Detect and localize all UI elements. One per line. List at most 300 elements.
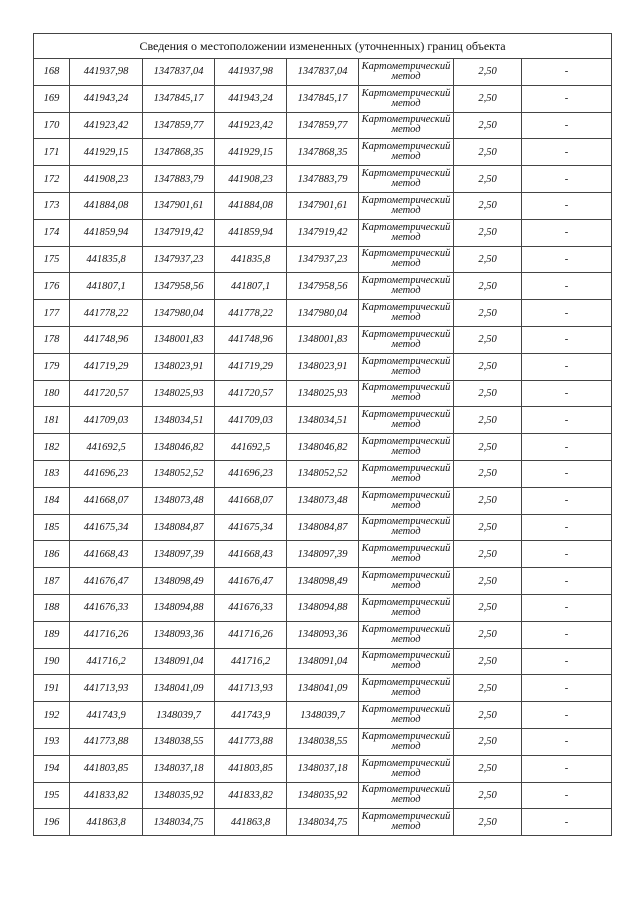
point-number-cell: 177 [34,300,70,327]
y-old-cell: 1347883,79 [143,166,215,193]
method-cell [359,407,454,434]
table-row [34,782,612,809]
table-row [34,326,612,353]
method-line-2: метод [391,338,421,350]
x-new-cell: 441937,98 [215,59,287,86]
note-cell: - [522,246,612,273]
precision-cell: 2,50 [454,219,522,246]
precision-cell: 2,50 [454,139,522,166]
point-number-cell: 190 [34,648,70,675]
table-title-row [34,34,612,59]
method-cell [359,326,454,353]
x-old-cell: 441929,15 [70,139,143,166]
method-cell [359,702,454,729]
x-old-cell: 441716,26 [70,621,143,648]
method-cell [359,166,454,193]
y-new-cell: 1347845,17 [287,85,359,112]
note-cell: - [522,594,612,621]
y-new-cell: 1347883,79 [287,166,359,193]
note-cell: - [522,675,612,702]
x-old-cell: 441696,23 [70,460,143,487]
method-line-2: метод [391,633,421,645]
x-new-cell: 441676,47 [215,568,287,595]
point-number-cell: 170 [34,112,70,139]
method-cell [359,782,454,809]
table-row [34,755,612,782]
y-new-cell: 1348038,55 [287,728,359,755]
table-row [34,487,612,514]
method-cell [359,487,454,514]
y-new-cell: 1347958,56 [287,273,359,300]
precision-cell: 2,50 [454,594,522,621]
note-cell: - [522,353,612,380]
point-number-cell: 180 [34,380,70,407]
x-old-cell: 441743,9 [70,702,143,729]
point-number-cell: 191 [34,675,70,702]
table-title: Сведения о местоположении измененных (уточненных) границ объекта [34,34,612,59]
x-old-cell: 441720,57 [70,380,143,407]
point-number-cell: 187 [34,568,70,595]
table-row [34,541,612,568]
method-line-2: метод [391,151,421,163]
method-line-2: метод [391,124,421,136]
method-cell [359,380,454,407]
table-row [34,166,612,193]
method-line-1: Картометрический [361,516,451,528]
y-old-cell: 1347868,35 [143,139,215,166]
x-old-cell: 441709,03 [70,407,143,434]
method-line-2: метод [391,472,421,484]
method-line-1: Картометрический [361,704,451,716]
precision-cell: 2,50 [454,59,522,86]
y-old-cell: 1348039,7 [143,702,215,729]
y-new-cell: 1348034,51 [287,407,359,434]
x-old-cell: 441675,34 [70,514,143,541]
x-old-cell: 441676,33 [70,594,143,621]
y-new-cell: 1348025,93 [287,380,359,407]
point-number-cell: 194 [34,755,70,782]
y-new-cell: 1348073,48 [287,487,359,514]
x-old-cell: 441908,23 [70,166,143,193]
note-cell: - [522,407,612,434]
y-old-cell: 1348035,92 [143,782,215,809]
x-old-cell: 441863,8 [70,809,143,836]
x-old-cell: 441748,96 [70,326,143,353]
point-number-cell: 176 [34,273,70,300]
y-old-cell: 1347937,23 [143,246,215,273]
x-new-cell: 441676,33 [215,594,287,621]
precision-cell: 2,50 [454,675,522,702]
point-number-cell: 172 [34,166,70,193]
point-number-cell: 196 [34,809,70,836]
method-line-2: метод [391,204,421,216]
point-number-cell: 195 [34,782,70,809]
x-old-cell: 441668,07 [70,487,143,514]
x-old-cell: 441943,24 [70,85,143,112]
table-row [34,568,612,595]
method-cell [359,273,454,300]
x-old-cell: 441676,47 [70,568,143,595]
point-number-cell: 179 [34,353,70,380]
y-new-cell: 1348039,7 [287,702,359,729]
y-old-cell: 1348034,51 [143,407,215,434]
x-old-cell: 441833,82 [70,782,143,809]
y-old-cell: 1347837,04 [143,59,215,86]
y-old-cell: 1348098,49 [143,568,215,595]
y-new-cell: 1348093,36 [287,621,359,648]
method-line-1: Картометрический [361,221,451,233]
y-old-cell: 1348034,75 [143,809,215,836]
table-row [34,59,612,86]
y-new-cell: 1348098,49 [287,568,359,595]
table-row [34,514,612,541]
precision-cell: 2,50 [454,273,522,300]
table-row [34,353,612,380]
method-line-1: Картометрический [361,87,451,99]
method-line-2: метод [391,606,421,618]
x-new-cell: 441863,8 [215,809,287,836]
y-new-cell: 1348041,09 [287,675,359,702]
method-cell [359,353,454,380]
x-new-cell: 441716,2 [215,648,287,675]
y-old-cell: 1348052,52 [143,460,215,487]
method-cell [359,460,454,487]
method-line-2: метод [391,231,421,243]
x-new-cell: 441720,57 [215,380,287,407]
method-line-2: метод [391,419,421,431]
method-line-1: Картометрический [361,194,451,206]
method-cell [359,85,454,112]
y-new-cell: 1348097,39 [287,541,359,568]
method-cell [359,568,454,595]
method-line-2: метод [391,767,421,779]
point-number-cell: 192 [34,702,70,729]
note-cell: - [522,166,612,193]
x-old-cell: 441716,2 [70,648,143,675]
method-line-2: метод [391,178,421,190]
note-cell: - [522,326,612,353]
x-old-cell: 441923,42 [70,112,143,139]
x-new-cell: 441908,23 [215,166,287,193]
y-old-cell: 1348091,04 [143,648,215,675]
x-old-cell: 441803,85 [70,755,143,782]
method-line-1: Картометрический [361,141,451,153]
x-new-cell: 441675,34 [215,514,287,541]
point-number-cell: 181 [34,407,70,434]
method-line-2: метод [391,740,421,752]
method-cell [359,541,454,568]
y-old-cell: 1347919,42 [143,219,215,246]
y-new-cell: 1348046,82 [287,434,359,461]
precision-cell: 2,50 [454,353,522,380]
precision-cell: 2,50 [454,407,522,434]
x-old-cell: 441835,8 [70,246,143,273]
x-new-cell: 441716,26 [215,621,287,648]
method-line-2: метод [391,258,421,270]
x-old-cell: 441859,94 [70,219,143,246]
x-old-cell: 441713,93 [70,675,143,702]
method-line-2: метод [391,70,421,82]
precision-cell: 2,50 [454,85,522,112]
note-cell: - [522,112,612,139]
precision-cell: 2,50 [454,755,522,782]
y-old-cell: 1348046,82 [143,434,215,461]
table-row [34,621,612,648]
method-cell [359,728,454,755]
note-cell: - [522,621,612,648]
table-row [34,112,612,139]
precision-cell: 2,50 [454,300,522,327]
y-old-cell: 1348025,93 [143,380,215,407]
point-number-cell: 171 [34,139,70,166]
table-row [34,300,612,327]
y-old-cell: 1347958,56 [143,273,215,300]
y-new-cell: 1347937,23 [287,246,359,273]
method-cell [359,112,454,139]
precision-cell: 2,50 [454,487,522,514]
table-row [34,809,612,836]
note-cell: - [522,755,612,782]
x-new-cell: 441859,94 [215,219,287,246]
method-cell [359,809,454,836]
precision-cell: 2,50 [454,166,522,193]
method-line-1: Картометрический [361,328,451,340]
method-line-2: метод [391,365,421,377]
y-new-cell: 1348035,92 [287,782,359,809]
precision-cell: 2,50 [454,568,522,595]
y-new-cell: 1347837,04 [287,59,359,86]
y-new-cell: 1348084,87 [287,514,359,541]
precision-cell: 2,50 [454,380,522,407]
x-new-cell: 441743,9 [215,702,287,729]
precision-cell: 2,50 [454,782,522,809]
x-new-cell: 441692,5 [215,434,287,461]
precision-cell: 2,50 [454,246,522,273]
y-new-cell: 1347859,77 [287,112,359,139]
y-new-cell: 1347919,42 [287,219,359,246]
table-row [34,648,612,675]
y-old-cell: 1348023,91 [143,353,215,380]
method-cell [359,219,454,246]
precision-cell: 2,50 [454,648,522,675]
y-old-cell: 1347980,04 [143,300,215,327]
x-new-cell: 441668,43 [215,541,287,568]
method-line-1: Картометрический [361,275,451,287]
x-new-cell: 441719,29 [215,353,287,380]
point-number-cell: 186 [34,541,70,568]
method-line-1: Картометрический [361,436,451,448]
method-line-2: метод [391,821,421,833]
precision-cell: 2,50 [454,809,522,836]
method-line-1: Картометрический [361,543,451,555]
method-cell [359,675,454,702]
y-old-cell: 1347901,61 [143,192,215,219]
note-cell: - [522,380,612,407]
point-number-cell: 185 [34,514,70,541]
method-cell [359,514,454,541]
method-line-2: метод [391,312,421,324]
y-new-cell: 1348034,75 [287,809,359,836]
y-new-cell: 1348091,04 [287,648,359,675]
table-row [34,702,612,729]
method-line-2: метод [391,553,421,565]
y-old-cell: 1348073,48 [143,487,215,514]
x-old-cell: 441719,29 [70,353,143,380]
precision-cell: 2,50 [454,326,522,353]
method-cell [359,246,454,273]
point-number-cell: 193 [34,728,70,755]
y-old-cell: 1348094,88 [143,594,215,621]
x-old-cell: 441937,98 [70,59,143,86]
y-old-cell: 1348037,18 [143,755,215,782]
note-cell: - [522,487,612,514]
table-row [34,675,612,702]
x-new-cell: 441807,1 [215,273,287,300]
method-cell [359,755,454,782]
method-cell [359,192,454,219]
method-cell [359,300,454,327]
y-new-cell: 1347901,61 [287,192,359,219]
x-new-cell: 441943,24 [215,85,287,112]
point-number-cell: 184 [34,487,70,514]
table-row [34,192,612,219]
precision-cell: 2,50 [454,514,522,541]
table-row [34,434,612,461]
method-cell [359,594,454,621]
table-row [34,85,612,112]
point-number-cell: 175 [34,246,70,273]
y-old-cell: 1348038,55 [143,728,215,755]
point-number-cell: 183 [34,460,70,487]
note-cell: - [522,568,612,595]
x-new-cell: 441803,85 [215,755,287,782]
precision-cell: 2,50 [454,434,522,461]
method-line-1: Картометрический [361,60,451,72]
note-cell: - [522,648,612,675]
table-row [34,728,612,755]
y-new-cell: 1348001,83 [287,326,359,353]
y-new-cell: 1348023,91 [287,353,359,380]
method-line-2: метод [391,660,421,672]
precision-cell: 2,50 [454,112,522,139]
method-line-1: Картометрический [361,302,451,314]
note-cell: - [522,192,612,219]
y-new-cell: 1348052,52 [287,460,359,487]
y-old-cell: 1348001,83 [143,326,215,353]
method-line-2: метод [391,392,421,404]
point-number-cell: 182 [34,434,70,461]
point-number-cell: 178 [34,326,70,353]
note-cell: - [522,460,612,487]
point-number-cell: 173 [34,192,70,219]
x-new-cell: 441835,8 [215,246,287,273]
point-number-cell: 174 [34,219,70,246]
note-cell: - [522,782,612,809]
method-line-2: метод [391,580,421,592]
method-line-1: Картометрический [361,382,451,394]
method-line-1: Картометрический [361,570,451,582]
precision-cell: 2,50 [454,728,522,755]
y-new-cell: 1348094,88 [287,594,359,621]
precision-cell: 2,50 [454,621,522,648]
table-row [34,246,612,273]
method-cell [359,139,454,166]
method-line-1: Картометрический [361,489,451,501]
method-line-1: Картометрический [361,623,451,635]
note-cell: - [522,300,612,327]
note-cell: - [522,139,612,166]
x-new-cell: 441929,15 [215,139,287,166]
method-line-1: Картометрический [361,462,451,474]
y-old-cell: 1347859,77 [143,112,215,139]
note-cell: - [522,273,612,300]
note-cell: - [522,514,612,541]
y-old-cell: 1348093,36 [143,621,215,648]
method-line-1: Картометрический [361,757,451,769]
method-line-1: Картометрический [361,677,451,689]
x-old-cell: 441668,43 [70,541,143,568]
note-cell: - [522,541,612,568]
method-line-2: метод [391,687,421,699]
method-line-2: метод [391,97,421,109]
x-new-cell: 441709,03 [215,407,287,434]
method-line-1: Картометрический [361,784,451,796]
x-old-cell: 441692,5 [70,434,143,461]
note-cell: - [522,809,612,836]
precision-cell: 2,50 [454,541,522,568]
method-line-2: метод [391,526,421,538]
table-row [34,139,612,166]
note-cell: - [522,59,612,86]
x-old-cell: 441884,08 [70,192,143,219]
x-old-cell: 441807,1 [70,273,143,300]
method-line-2: метод [391,285,421,297]
boundary-table [33,33,612,836]
point-number-cell: 189 [34,621,70,648]
precision-cell: 2,50 [454,702,522,729]
note-cell: - [522,728,612,755]
method-line-1: Картометрический [361,811,451,823]
x-new-cell: 441696,23 [215,460,287,487]
note-cell: - [522,434,612,461]
y-new-cell: 1347980,04 [287,300,359,327]
y-old-cell: 1348097,39 [143,541,215,568]
x-new-cell: 441668,07 [215,487,287,514]
precision-cell: 2,50 [454,460,522,487]
table-row [34,273,612,300]
table-row [34,380,612,407]
x-old-cell: 441773,88 [70,728,143,755]
method-cell [359,59,454,86]
x-new-cell: 441748,96 [215,326,287,353]
note-cell: - [522,219,612,246]
method-line-2: метод [391,446,421,458]
y-old-cell: 1348084,87 [143,514,215,541]
precision-cell: 2,50 [454,192,522,219]
point-number-cell: 188 [34,594,70,621]
x-old-cell: 441778,22 [70,300,143,327]
y-old-cell: 1347845,17 [143,85,215,112]
method-cell [359,648,454,675]
y-old-cell: 1348041,09 [143,675,215,702]
table-row [34,407,612,434]
x-new-cell: 441923,42 [215,112,287,139]
method-line-1: Картометрический [361,730,451,742]
method-line-1: Картометрический [361,596,451,608]
table-row [34,219,612,246]
method-line-1: Картометрический [361,650,451,662]
method-line-1: Картометрический [361,248,451,260]
